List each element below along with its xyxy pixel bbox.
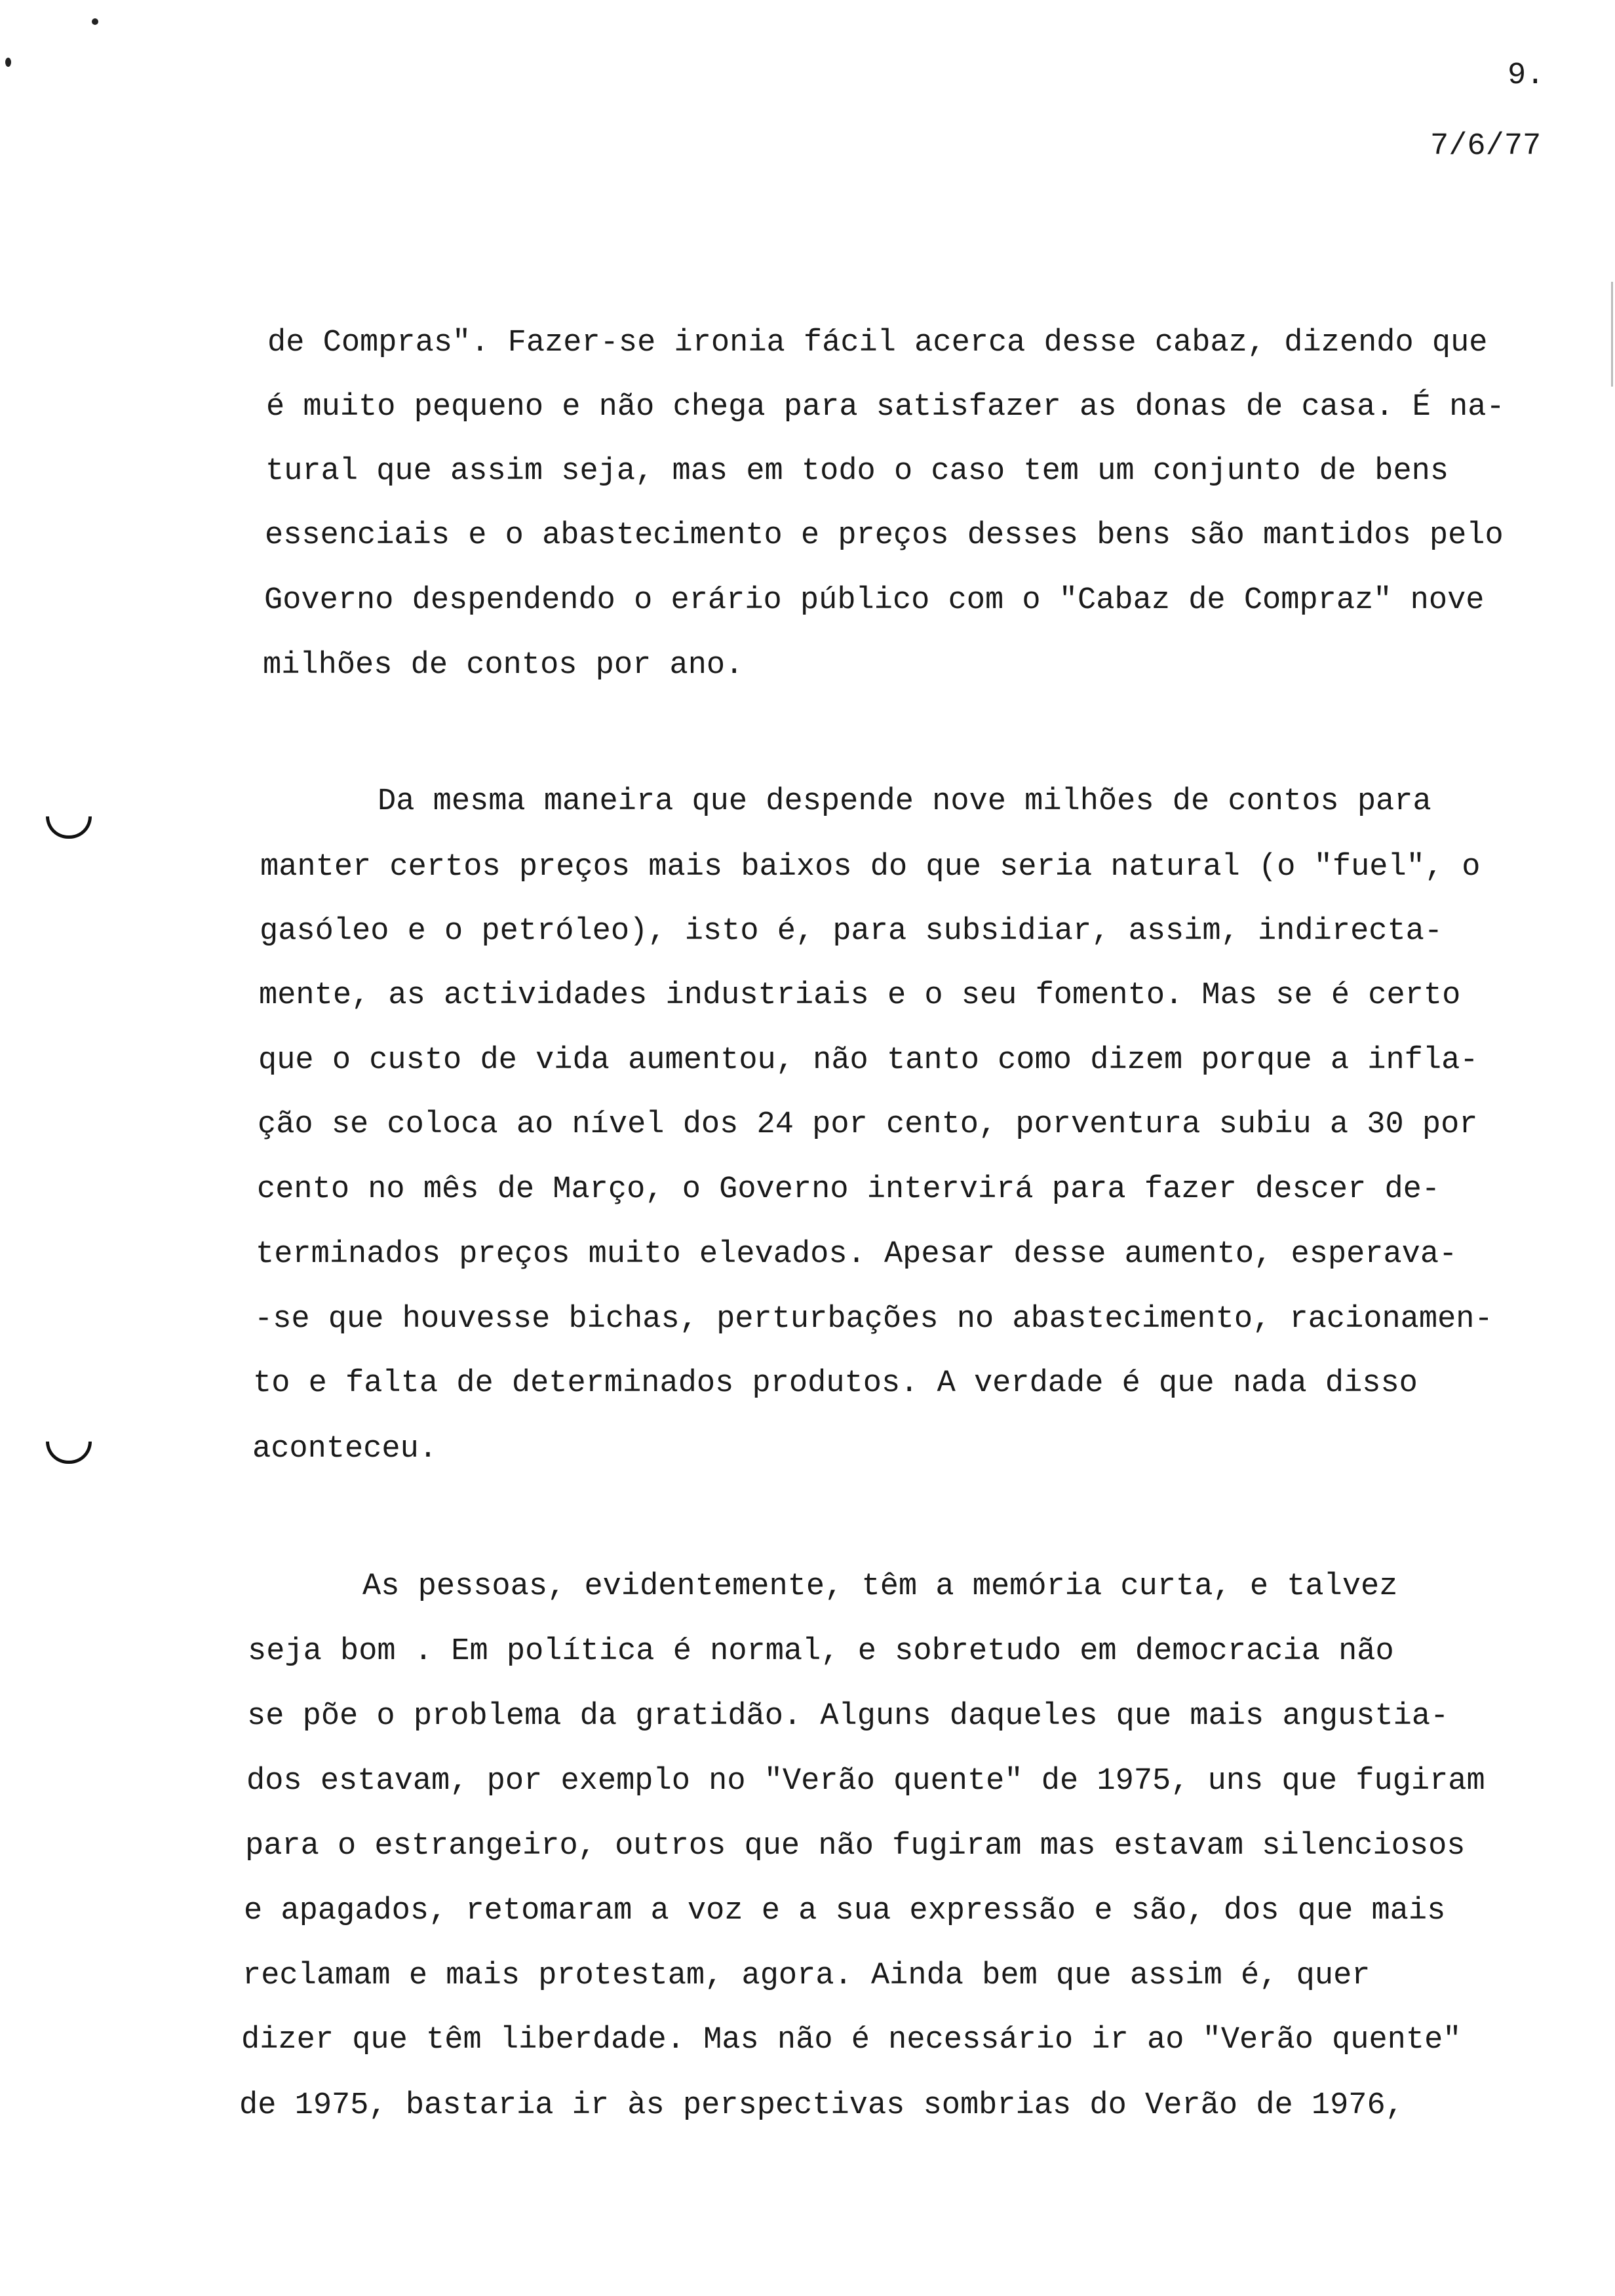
text-line: tural que assim seja, mas em todo o caso tem um conjunto de bens: [265, 454, 1449, 489]
text-line: terminados preços muito elevados. Apesar desse aumento, esperava-: [256, 1237, 1458, 1272]
text-line: que o custo de vida aumentou, não tanto como dizem porque a infla-: [258, 1043, 1479, 1078]
text-line: ção se coloca ao nível dos 24 por cento, porventura subiu a 30 por: [258, 1107, 1478, 1142]
scan-edge-mark: [1611, 282, 1613, 387]
text-line: dizer que têm liberdade. Mas não é necessário ir ao "Verão quente": [241, 2023, 1462, 2057]
text-line: se põe o problema da gratidão. Alguns daqueles que mais angustia-: [247, 1699, 1449, 1734]
page-date: 7/6/77: [1430, 129, 1542, 164]
text-line: -se que houvesse bichas, perturbações no abastecimento, racionamen-: [254, 1302, 1493, 1337]
text-line: de Compras". Fazer-se ironia fácil acerca desse cabaz, dizendo que: [267, 326, 1488, 360]
text-line: Governo despendendo o erário público com o "Cabaz de Compraz" nove: [264, 583, 1485, 618]
text-line: é muito pequeno e não chega para satisfazer as donas de casa. É na-: [266, 390, 1505, 425]
text-line: to e falta de determinados produtos. A verdade é que nada disso: [253, 1366, 1418, 1401]
text-line: cento no mês de Março, o Governo intervirá para fazer descer de-: [257, 1172, 1441, 1207]
text-line: manter certos preços mais baixos do que seria natural (o "fuel", o: [260, 850, 1481, 885]
text-line: de 1975, bastaria ir às perspectivas sombrias do Verão de 1976,: [239, 2088, 1404, 2123]
scan-mark-top: [92, 18, 98, 25]
text-line: e apagados, retomaram a voz e a sua expressão e são, dos que mais: [244, 1894, 1446, 1928]
scan-mark-left: [5, 58, 11, 67]
page-number: 9.: [1508, 58, 1545, 93]
text-line: Da mesma maneira que despende nove milhões de contos para: [378, 784, 1431, 819]
text-line: essenciais e o abastecimento e preços desses bens são mantidos pelo: [265, 518, 1504, 553]
text-line: mente, as actividades industriais e o seu fomento. Mas se é certo: [259, 978, 1461, 1013]
margin-check-mark: [46, 816, 92, 839]
text-line: As pessoas, evidentemente, têm a memória curta, e talvez: [362, 1569, 1398, 1604]
text-line: aconteceu.: [252, 1432, 438, 1466]
margin-check-mark: [46, 1442, 92, 1464]
text-line: seja bom . Em política é normal, e sobretudo em democracia não: [248, 1634, 1394, 1669]
text-line: reclamam e mais protestam, agora. Ainda bem que assim é, quer: [243, 1959, 1371, 1993]
text-line: milhões de contos por ano.: [263, 648, 744, 683]
text-line: gasóleo e o petróleo), isto é, para subsidiar, assim, indirecta-: [260, 914, 1443, 949]
text-line: para o estrangeiro, outros que não fugiram mas estavam silenciosos: [245, 1829, 1466, 1864]
text-line: dos estavam, por exemplo no "Verão quente" de 1975, uns que fugiram: [246, 1764, 1485, 1799]
